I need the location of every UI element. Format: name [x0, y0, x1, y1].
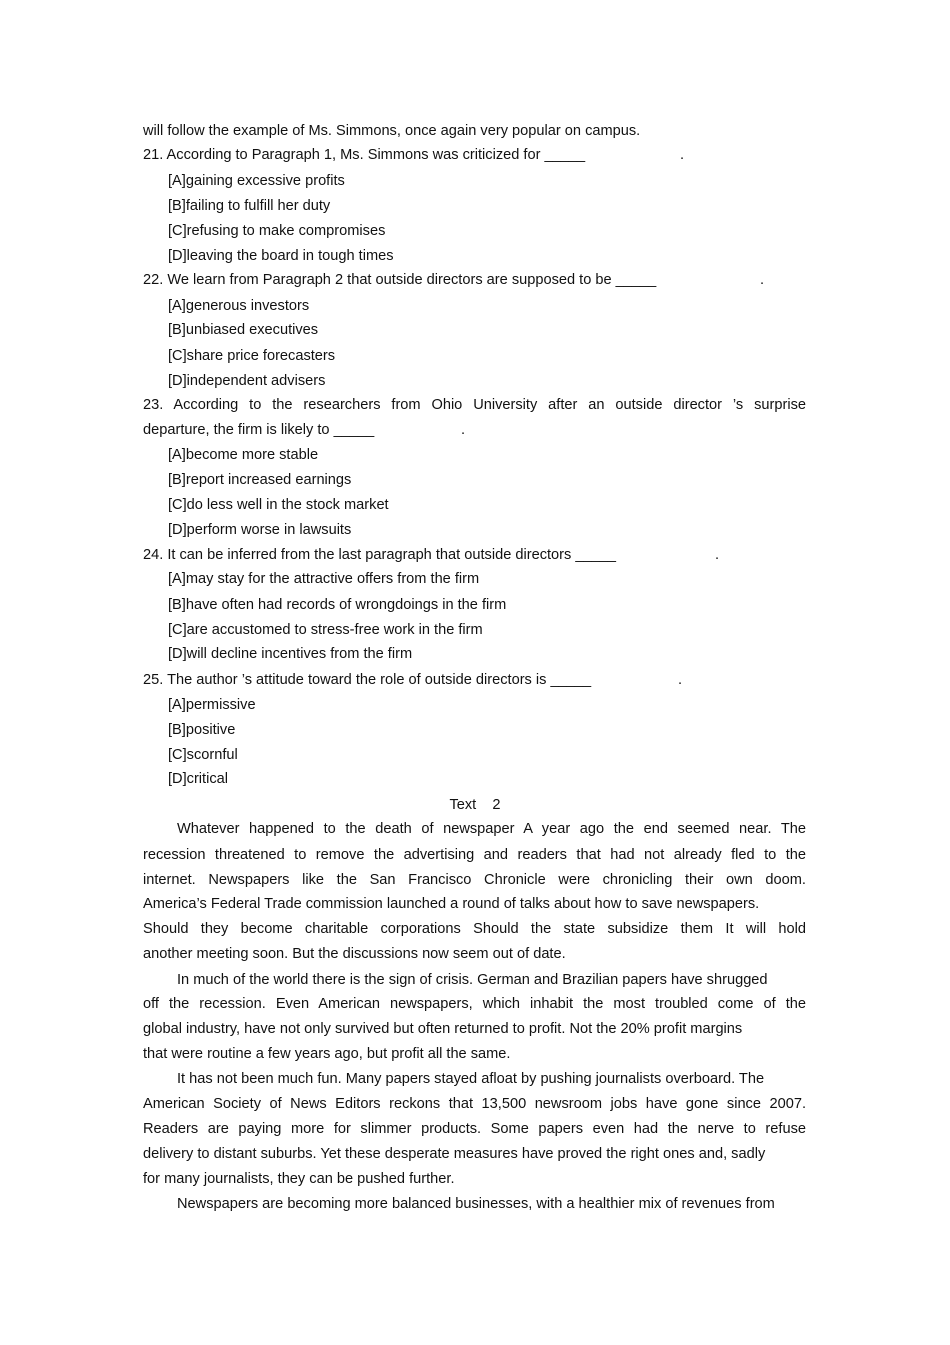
paragraph-line: Newspapers are becoming more balanced businesses, with a healthier mix of revenues from	[177, 1196, 775, 1212]
paragraph-line: recession threatened to remove the advertising and readers that had not already fled to the	[143, 847, 806, 863]
section-title: Text 2	[449, 797, 501, 813]
option: [C]refusing to make compromises	[168, 223, 386, 239]
paragraph-line: for many journalists, they can be pushed further.	[143, 1171, 455, 1187]
paragraph-line: It has not been much fun. Many papers stayed afloat by pushing journalists overboard. The	[177, 1071, 765, 1087]
option: [B]report increased earnings	[168, 472, 352, 488]
question-23-line-1: 23. According to the researchers from Ohio University after an outside director ’s surprise	[143, 397, 806, 413]
question-23-line-2: departure, the firm is likely to _____ .	[143, 422, 466, 438]
paragraph-line: delivery to distant suburbs. Yet these desperate measures have proved the right ones and, sadly	[143, 1146, 766, 1162]
period: .	[760, 272, 765, 288]
paragraph-line: Should they become charitable corporations Should the state subsidize them It will hold	[143, 921, 806, 937]
question-24: 24. It can be inferred from the last paragraph that outside directors _____ .	[143, 547, 720, 563]
option: [A]become more stable	[168, 447, 319, 463]
question-25: 25. The author ’s attitude toward the role of outside directors is _____ .	[143, 672, 683, 688]
paragraph-line: In much of the world there is the sign of crisis. German and Brazilian papers have shrugged	[177, 972, 768, 988]
period: .	[680, 147, 685, 163]
option: [A]generous investors	[168, 298, 310, 314]
period: .	[461, 422, 466, 438]
option: [D]independent advisers	[168, 373, 326, 389]
paragraph-line: internet. Newspapers like the San Francisco Chronicle were chronicling their own doom.	[143, 872, 806, 888]
question-21: 21. According to Paragraph 1, Ms. Simmons was criticized for _____ .	[143, 147, 685, 163]
option: [B]failing to fulfill her duty	[168, 198, 331, 214]
paragraph-line: global industry, have not only survived but often returned to profit. Not the 20% profit margins	[143, 1021, 743, 1037]
paragraph-line: Readers are paying more for slimmer products. Some papers even had the nerve to refuse	[143, 1121, 806, 1137]
option: [B]have often had records of wrongdoings in the firm	[168, 597, 507, 613]
question-22: 22. We learn from Paragraph 2 that outside directors are supposed to be _____ .	[143, 272, 765, 288]
option: [A]gaining excessive profits	[168, 173, 345, 189]
paragraph-line: America’s Federal Trade commission launched a round of talks about how to save newspapers.	[143, 896, 760, 912]
period: .	[715, 547, 720, 563]
option: [B]positive	[168, 722, 236, 738]
option: [A]may stay for the attractive offers from the firm	[168, 571, 480, 587]
option: [A]permissive	[168, 697, 256, 713]
option: [B]unbiased executives	[168, 322, 319, 338]
period: .	[678, 672, 683, 688]
paragraph-line: that were routine a few years ago, but profit all the same.	[143, 1046, 511, 1062]
option: [C]are accustomed to stress-free work in the firm	[168, 622, 483, 638]
option: [C]share price forecasters	[168, 348, 336, 364]
option: [C]do less well in the stock market	[168, 497, 389, 513]
option: [C]scornful	[168, 747, 238, 763]
paragraph-line: another meeting soon. But the discussions now seem out of date.	[143, 946, 566, 962]
paragraph-line: American Society of News Editors reckons that 13,500 newsroom jobs have gone since 2007.	[143, 1096, 806, 1112]
paragraph-line: Whatever happened to the death of newspaper A year ago the end seemed near. The	[177, 821, 806, 837]
option: [D]critical	[168, 771, 228, 787]
option: [D]leaving the board in tough times	[168, 248, 394, 264]
option: [D]will decline incentives from the firm	[168, 646, 413, 662]
text-line: will follow the example of Ms. Simmons, once again very popular on campus.	[143, 123, 641, 139]
option: [D]perform worse in lawsuits	[168, 522, 352, 538]
paragraph-line: off the recession. Even American newspapers, which inhabit the most troubled come of the	[143, 996, 806, 1012]
